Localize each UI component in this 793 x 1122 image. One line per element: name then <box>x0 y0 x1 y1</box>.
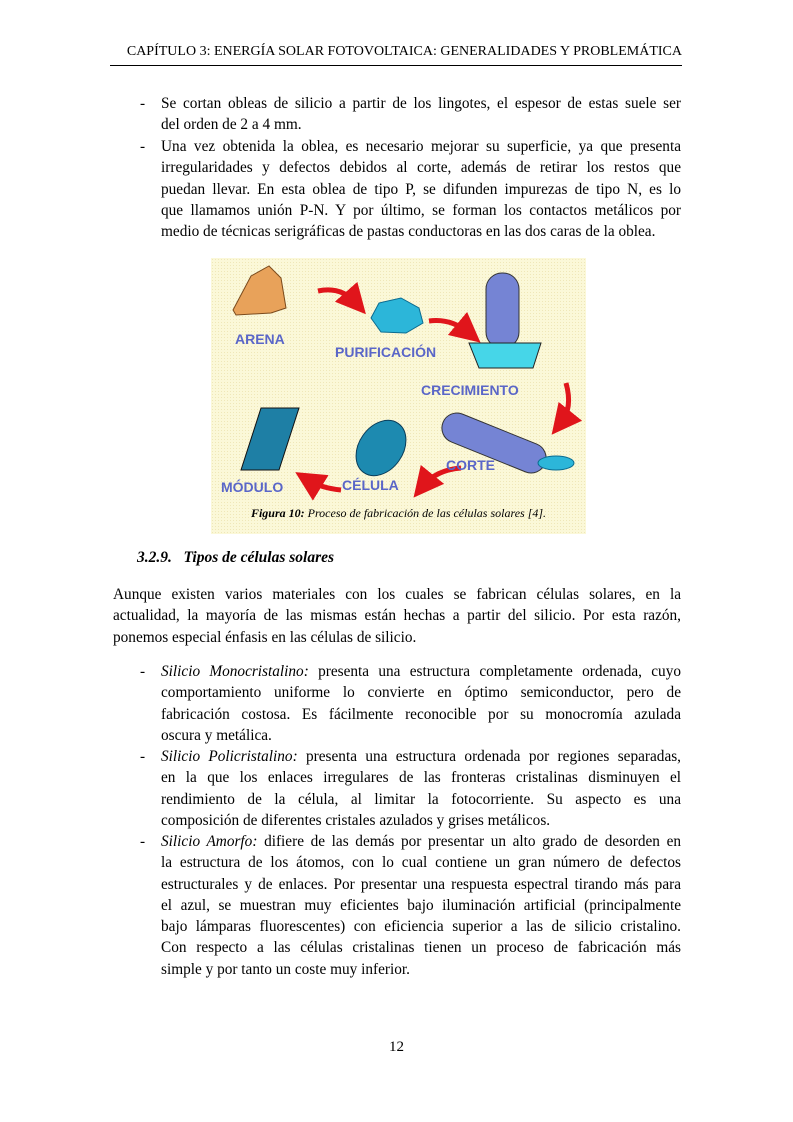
bullet-item <box>161 136 681 242</box>
bullet-item <box>161 93 681 136</box>
arrow-icon <box>308 480 341 490</box>
label-arena: ARENA <box>235 331 285 347</box>
ingot <box>486 273 519 348</box>
text-line: bajo lámparas fluorescentes) con eficiencia superior a las de silicio cristalino. <box>161 918 681 936</box>
arrow-icon <box>561 383 569 423</box>
text-line: simple y por tanto un coste muy inferior. <box>161 960 410 978</box>
term: Silicio Monocristalino: <box>161 663 309 680</box>
text-line: puedan llevar. En esta oblea de tipo P, se difunden impurezas de tipo N, es lo <box>161 180 681 198</box>
module <box>241 408 299 470</box>
text-line: fabricación costosa. Es fácilmente reconocible por su monocromía azulada <box>161 705 681 723</box>
bullet-dash: - <box>140 663 146 680</box>
text-line: el azul, se muestran muy eficientes bajo iluminación artificial (principalmente <box>161 896 681 914</box>
text-line: oscura y metálica. <box>161 726 272 744</box>
bullet-dash: - <box>140 833 146 850</box>
label-celula: CÉLULA <box>342 477 399 493</box>
text-line: rendimiento de la célula, al limitar la fotocorriente. Su aspecto es una <box>161 790 681 808</box>
section-title: Tipos de células solares <box>183 549 335 566</box>
caption-label: Figura 10: <box>250 506 305 520</box>
text-line: Aunque existen varios materiales con los cuales se fabrican células solares, en la <box>113 586 681 603</box>
text-line: la estructura de los átomos, con lo cual contiene un gran número de defectos <box>161 854 681 872</box>
term: Silicio Policristalino: <box>161 748 298 765</box>
text-line: que llamamos unión P-N. Y por último, se forman los contactos metálicos por <box>161 201 681 219</box>
cell <box>346 411 416 485</box>
bullet-dash: - <box>140 95 146 112</box>
text-line: medio de técnicas serigráficas de pastas conductoras en las dos caras de la oblea. <box>161 223 656 241</box>
bullet-item-monocristalino <box>161 661 681 746</box>
text-line: difiere de las demás por presentar un alto grado de desorden en <box>257 833 682 850</box>
wafers <box>538 456 574 470</box>
text-line: comportamiento uniforme lo convierte en óptimo semiconductor, pero de <box>161 684 681 702</box>
bullet-dash: - <box>140 748 146 765</box>
section-number: 3.2.9. <box>137 549 172 566</box>
sand-pile <box>233 266 286 315</box>
text-line: composición de diferentes cristales azulados y grises metálicos. <box>161 811 551 829</box>
caption-text: Proceso de fabricación de las células solares [4]. <box>304 506 547 520</box>
figure-fabrication-process <box>211 258 586 534</box>
header-rule <box>110 65 682 66</box>
text-line: Con respecto a las células cristalinas tienen un proceso de fabricación más <box>161 939 681 957</box>
bullet-item-policristalino <box>161 746 681 831</box>
crystals <box>371 298 423 333</box>
page-number: 12 <box>389 1039 404 1055</box>
label-modulo: MÓDULO <box>221 479 284 495</box>
crucible <box>469 343 541 368</box>
bullet-item-amorfo <box>161 831 681 980</box>
text-line: del orden de 2 a 4 mm. <box>161 116 302 134</box>
arrow-icon <box>318 290 356 303</box>
figure-caption <box>211 506 586 521</box>
label-corte: CORTE <box>446 457 495 473</box>
label-purificacion: PURIFICACIÓN <box>335 344 437 360</box>
bullet-dash: - <box>140 138 146 155</box>
intro-paragraph <box>113 584 681 648</box>
text-line: presenta una estructura completamente ordenada, cuyo <box>308 663 681 680</box>
label-crecimiento: CRECIMIENTO <box>421 382 519 398</box>
text-line: ponemos especial énfasis en las células de silicio. <box>113 628 417 646</box>
text-line: Se cortan obleas de silicio a partir de los lingotes, el espesor de estas suele ser <box>161 95 681 112</box>
text-line: irregularidades y defectos debidos al corte, además de retirar los restos que <box>161 159 681 177</box>
arrow-icon <box>429 321 469 334</box>
text-line: estructurales y de enlaces. Por presentar una respuesta espectral tirando más para <box>161 875 681 893</box>
text-line: Una vez obtenida la oblea, es necesario mejorar su superficie, ya que presenta <box>161 138 681 155</box>
text-line: actualidad, la mayoría de las mismas están hechas a partir del silicio. Por esta razón, <box>113 607 681 625</box>
text-line: en la que los enlaces irregulares de las fronteras cristalinas disminuyen el <box>161 769 681 787</box>
section-heading <box>137 549 334 567</box>
text-line: presenta una estructura ordenada por regiones separadas, <box>297 748 682 765</box>
term: Silicio Amorfo: <box>161 833 258 850</box>
running-header: CAPÍTULO 3: ENERGÍA SOLAR FOTOVOLTAICA: GENERALIDADES Y PROBLEMÁTICA <box>126 44 682 59</box>
